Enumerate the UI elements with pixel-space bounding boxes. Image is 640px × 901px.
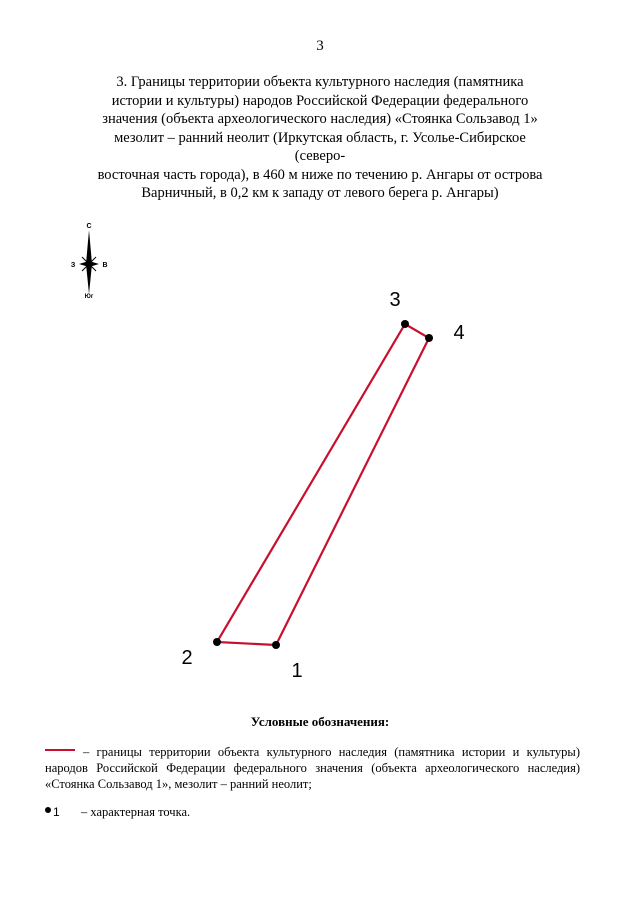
legend-boundary-text: – границы территории объекта культурного наследия (памятника истории и культуры) народов Российской Федерации федерального значения (объекта археологического наследия) «Стоянка Сользавод 1», мезолит – ранний неолит; [45,745,580,791]
page-number: 3 [316,38,324,54]
compass-label-south: Юг [84,294,94,300]
title-line: восточная часть города), в 460 м ниже по течению р. Ангары от острова [97,166,543,183]
legend-boundary-swatch [45,749,75,751]
point-1-marker [272,641,280,649]
point-3-label: 3 [389,289,401,311]
boundary-polygon [217,324,429,645]
point-1-label: 1 [291,660,303,682]
legend-point-entry [45,805,580,820]
compass-rose [71,223,108,300]
legend-boundary-entry [45,744,580,792]
point-4-label: 4 [453,322,465,344]
title-line: значения (объекта археологического наследия) «Стоянка Сользавод 1» [102,111,538,127]
point-3-marker [401,320,409,328]
point-2-marker [213,638,221,646]
compass-arrow-south-icon [86,264,92,294]
point-2-label: 2 [181,647,193,669]
title-line: 3. Границы территории объекта культурного наследия (памятника [116,74,524,90]
title-line: Варничный, в 0,2 км к западу от левого берега р. Ангары) [141,185,499,201]
point-4-marker [425,334,433,342]
title-line: мезолит – ранний неолит (Иркутская область, г. Усолье-Сибирское (северо- [114,129,526,164]
legend-point-number: 1 [53,805,60,819]
boundary-map [0,215,640,695]
legend-point-dot-icon [45,807,51,813]
title-line: истории и культуры) народов Российской Федерации федерального [111,92,529,109]
legend-point-text: – характерная точка. [81,805,191,819]
compass-label-west: З [70,262,76,269]
compass-label-north: С [86,223,92,230]
legend-heading: Условные обозначения: [250,714,390,729]
compass-arrow-north-icon [86,230,92,264]
compass-label-east: В [102,262,108,269]
page-title [90,73,550,203]
